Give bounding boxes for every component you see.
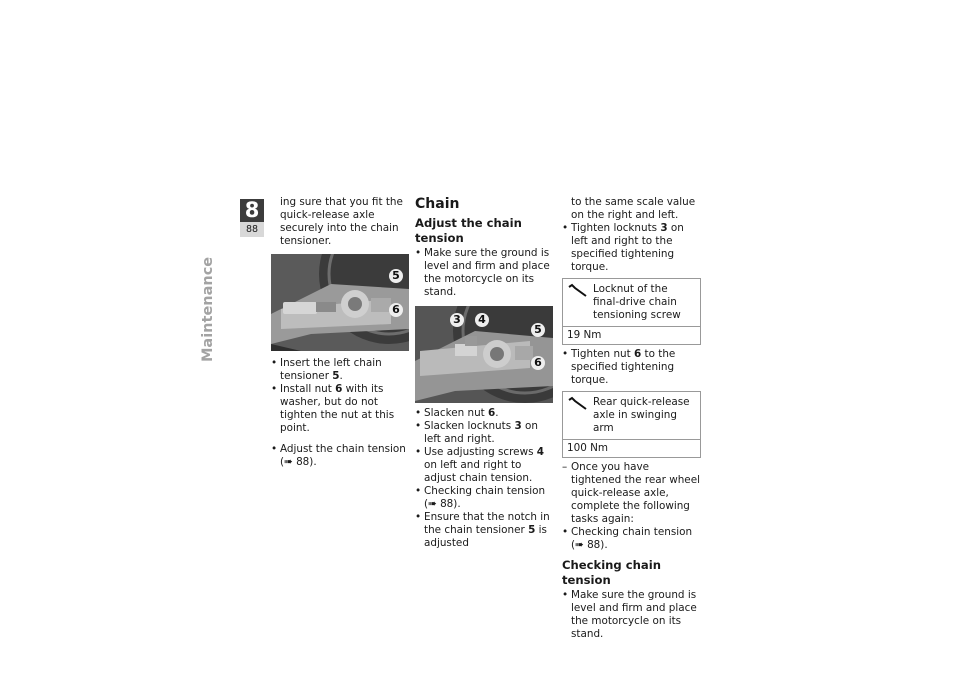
adjuster-photo [415,306,553,403]
page-number: 88 [240,222,264,237]
list-item: • Tighten nut 6 to the specified tightening torque. [562,348,700,387]
check-steps [562,589,700,641]
list-item: • Insert the left chain tensioner 5. [271,357,409,383]
list-item: • Make sure the ground is level and firm and place the motorcycle on its stand. [415,247,553,299]
callout-3: 3 [450,313,464,327]
spec-label: Locknut of the final-drive chain tensioning screw [593,283,681,321]
chapter-number: 8 [240,199,264,222]
list-item: • Use adjusting screws 4 on left and right to adjust chain tension. [415,446,553,485]
column-1 [271,196,409,469]
result-list [562,461,700,526]
adjust-steps-list [415,407,553,550]
intro-text: ing sure that you fit the quick-release axle securely into the chain tensioner. [280,196,403,247]
callout-6: 6 [531,356,545,370]
adjust-steps [271,443,409,469]
callout-5: 5 [389,269,403,283]
list-item: • Slacken nut 6. [415,407,553,420]
spec-value: 19 Nm [563,326,700,344]
install-steps [271,357,409,435]
list-item: – Once you have tightened the rear wheel quick-release axle, complete the following tasks again: [562,461,700,526]
adjust-chain-link[interactable]: • Adjust the chain tension (➠ 88). [271,443,409,469]
check-list [562,526,700,552]
subheading-adjust: Adjust the chain tension [415,216,522,245]
column-3 [562,196,700,641]
list-item: • Tighten locknuts 3 on left and right to the specified tightening torque. [562,222,700,274]
check-tension-link[interactable]: • Checking chain tension (➠ 88). [415,485,553,511]
subheading-check: Checking chain tension [562,558,661,587]
spec-label: Rear quick-release axle in swinging arm [593,396,690,434]
callout-5: 5 [531,323,545,337]
section-label-text: Maintenance [200,256,216,362]
tighten-nut-step [562,348,700,387]
check-tension-link[interactable]: • Checking chain tension (➠ 88). [562,526,700,552]
callout-6: 6 [389,303,403,317]
column-2 [415,196,553,550]
section-heading: Chain [415,196,460,212]
tighten-locknuts-step [562,222,700,274]
torque-spec-axle [562,391,701,458]
tensioner-photo [271,254,409,351]
section-label [200,256,222,362]
adjust-intro-steps [415,247,553,299]
continued-text: to the same scale value on the right and left. [571,196,696,221]
list-item: • Make sure the ground is level and firm and place the motorcycle on its stand. [562,589,700,641]
list-item: • Ensure that the notch in the chain tensioner 5 is adjusted [415,511,553,550]
list-item: • Slacken locknuts 3 on left and right. [415,420,553,446]
list-item: • Install nut 6 with its washer, but do not tighten the nut at this point. [271,383,409,435]
callout-4: 4 [475,313,489,327]
torque-wrench-icon [567,396,589,435]
torque-wrench-icon [567,283,589,322]
spec-value: 100 Nm [563,439,700,457]
torque-spec-locknut [562,278,701,345]
